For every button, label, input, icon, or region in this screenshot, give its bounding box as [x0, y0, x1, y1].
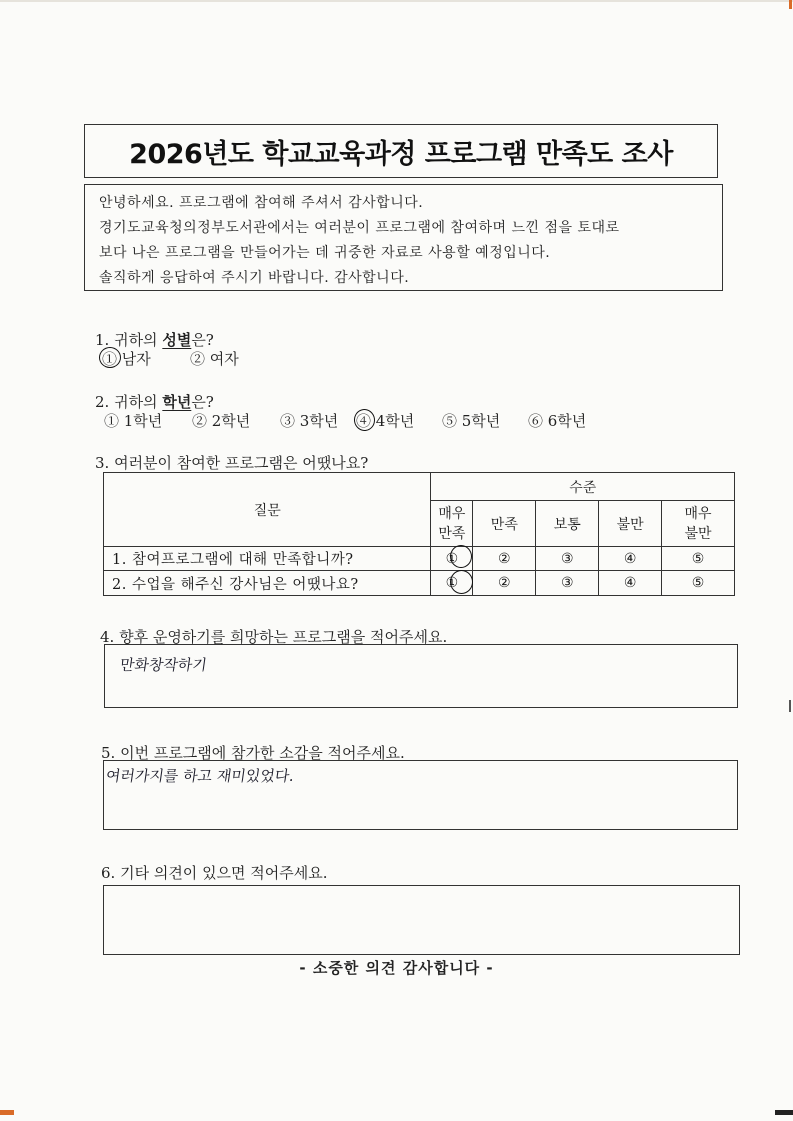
question-1-keyword: 성별	[162, 331, 192, 349]
question-1-prefix: 1. 귀하의	[95, 331, 163, 349]
selection-circle-mark	[450, 570, 473, 594]
question-2-suffix: 은?	[191, 393, 214, 411]
intro-line: 경기도교육청의정부도서관에서는 여러분이 프로그램에 참여하며 느낀 점을 토대로	[99, 220, 620, 236]
rating-option[interactable]: ②	[473, 547, 536, 571]
row-question: 2. 수업을 해주신 강사님은 어땠나요?	[104, 571, 431, 596]
page-edge	[0, 0, 793, 2]
level-very-satisfied: 매우 만족	[431, 501, 473, 547]
selection-circle-mark	[450, 545, 472, 568]
scan-corner-mark	[0, 1110, 14, 1115]
option-grade-3[interactable]: ③ 3학년	[280, 412, 339, 430]
question-2-label	[95, 391, 214, 412]
intro-line: 안녕하세요. 프로그램에 참여해 주셔서 감사합니다.	[99, 195, 424, 211]
option-male[interactable]: ① 남자	[102, 350, 151, 368]
answer-box-q6[interactable]	[103, 885, 740, 955]
scan-corner-mark	[775, 1110, 793, 1115]
rating-option[interactable]: ③	[536, 571, 599, 596]
question-4-label: 4. 향후 운영하기를 희망하는 프로그램을 적어주세요.	[100, 628, 448, 646]
rating-option[interactable]: ③	[536, 547, 599, 571]
question-1-options	[102, 348, 302, 372]
handwritten-answer-q4: 만화창작하기	[118, 656, 209, 674]
rating-option[interactable]: ①	[431, 571, 473, 596]
intro-line: 보다 나은 프로그램을 만들어가는 데 귀중한 자료로 사용할 예정입니다.	[99, 245, 551, 261]
option-grade-6[interactable]: ⑥ 6학년	[528, 412, 587, 430]
selection-circle-mark	[99, 347, 121, 368]
option-grade-1[interactable]: ① 1학년	[104, 412, 163, 430]
level-satisfied: 만족	[473, 501, 536, 547]
question-1-suffix: 은?	[191, 331, 214, 349]
table-row	[104, 571, 735, 596]
question-6-label: 6. 기타 의견이 있으면 적어주세요.	[101, 864, 328, 882]
rating-option[interactable]: ⑤	[662, 571, 735, 596]
page-title: 2026년도 학교교육과정 프로그램 만족도 조사	[84, 124, 718, 178]
intro-line: 솔직하게 응답하여 주시기 바랍니다. 감사합니다.	[99, 270, 410, 286]
option-female[interactable]: ② 여자	[190, 350, 239, 368]
table-row	[104, 547, 735, 571]
row-question: 1. 참여프로그램에 대해 만족합니까?	[104, 547, 431, 571]
scan-corner-mark	[789, 0, 792, 9]
rating-option[interactable]: ④	[599, 571, 662, 596]
option-grade-5[interactable]: ⑤ 5학년	[442, 412, 501, 430]
satisfaction-table	[103, 472, 735, 596]
intro-box	[84, 184, 723, 291]
handwritten-answer-q5: 여러가지를 하고 재미있었다.	[104, 767, 296, 785]
closing-message: - 소중한 의견 감사합니다 -	[299, 959, 494, 977]
rating-option[interactable]: ⑤	[662, 547, 735, 571]
option-grade-2[interactable]: ② 2학년	[192, 412, 251, 430]
level-neutral: 보통	[536, 501, 599, 547]
table-header-question: 질문	[104, 473, 431, 547]
rating-option[interactable]: ①	[431, 547, 473, 571]
level-very-dissatisfied: 매우 불만	[662, 501, 735, 547]
option-grade-4[interactable]: ④ 4학년	[356, 412, 415, 430]
question-3-label: 3. 여러분이 참여한 프로그램은 어땠나요?	[95, 454, 369, 472]
question-2-keyword: 학년	[162, 393, 192, 411]
scan-edge-mark	[789, 700, 791, 712]
question-5-label: 5. 이번 프로그램에 참가한 소감을 적어주세요.	[101, 744, 405, 762]
level-dissatisfied: 불만	[599, 501, 662, 547]
table-header-level: 수준	[431, 473, 735, 501]
question-2-prefix: 2. 귀하의	[95, 393, 163, 411]
rating-option[interactable]: ④	[599, 547, 662, 571]
rating-option[interactable]: ②	[473, 571, 536, 596]
